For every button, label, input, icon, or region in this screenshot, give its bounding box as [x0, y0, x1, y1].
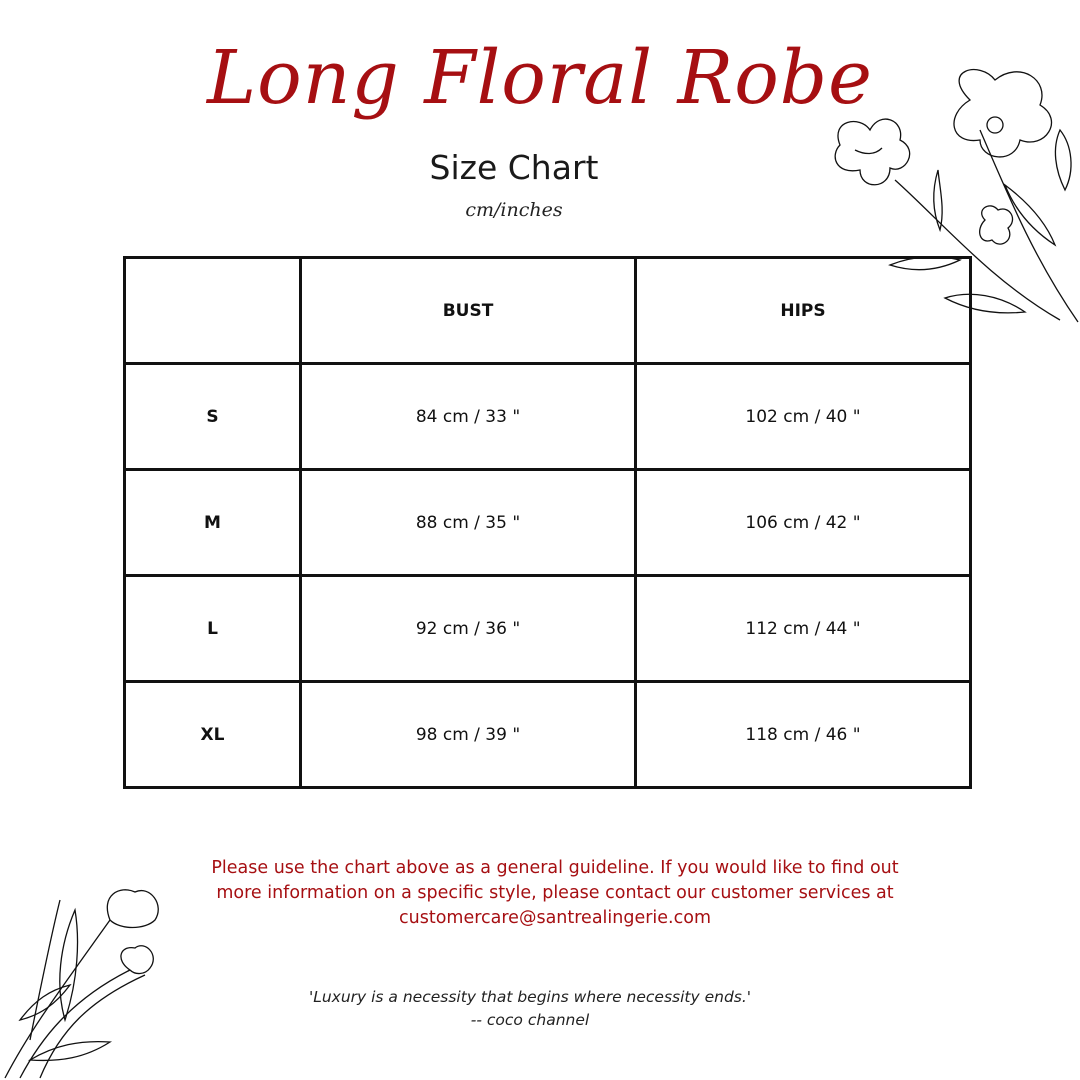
- bust-value: 88 cm / 35 ": [301, 470, 636, 576]
- size-chart-table: [123, 256, 972, 789]
- quote-author: -- coco channel: [470, 1011, 590, 1029]
- floral-illustration-bottom-left: [0, 880, 170, 1080]
- table-header-row: [125, 258, 971, 364]
- guideline-note: [160, 856, 950, 931]
- bust-value: 92 cm / 36 ": [301, 576, 636, 682]
- header-cell-size: [125, 258, 301, 364]
- table-row: [125, 682, 971, 788]
- page-title: Long Floral Robe: [207, 35, 873, 121]
- table-row: [125, 364, 971, 470]
- quote-block: [240, 986, 820, 1032]
- bust-value: 98 cm / 39 ": [301, 682, 636, 788]
- table-row: [125, 576, 971, 682]
- size-label: S: [125, 364, 301, 470]
- guideline-line-2: more information on a specific style, please contact our customer services at: [216, 883, 894, 903]
- header-cell-bust: BUST: [301, 258, 636, 364]
- size-label: XL: [125, 682, 301, 788]
- units-label: cm/inches: [465, 199, 563, 221]
- size-label: L: [125, 576, 301, 682]
- quote-text: 'Luxury is a necessity that begins where necessity ends.': [308, 988, 752, 1006]
- hips-value: 118 cm / 46 ": [636, 682, 971, 788]
- hips-value: 102 cm / 40 ": [636, 364, 971, 470]
- bust-value: 84 cm / 33 ": [301, 364, 636, 470]
- header-cell-hips: HIPS: [636, 258, 971, 364]
- page-subtitle: Size Chart: [429, 148, 599, 187]
- size-label: M: [125, 470, 301, 576]
- guideline-line-1: Please use the chart above as a general guideline. If you would like to find out: [211, 858, 899, 878]
- hips-value: 112 cm / 44 ": [636, 576, 971, 682]
- table-row: [125, 470, 971, 576]
- contact-email: customercare@santrealingerie.com: [399, 908, 711, 928]
- hips-value: 106 cm / 42 ": [636, 470, 971, 576]
